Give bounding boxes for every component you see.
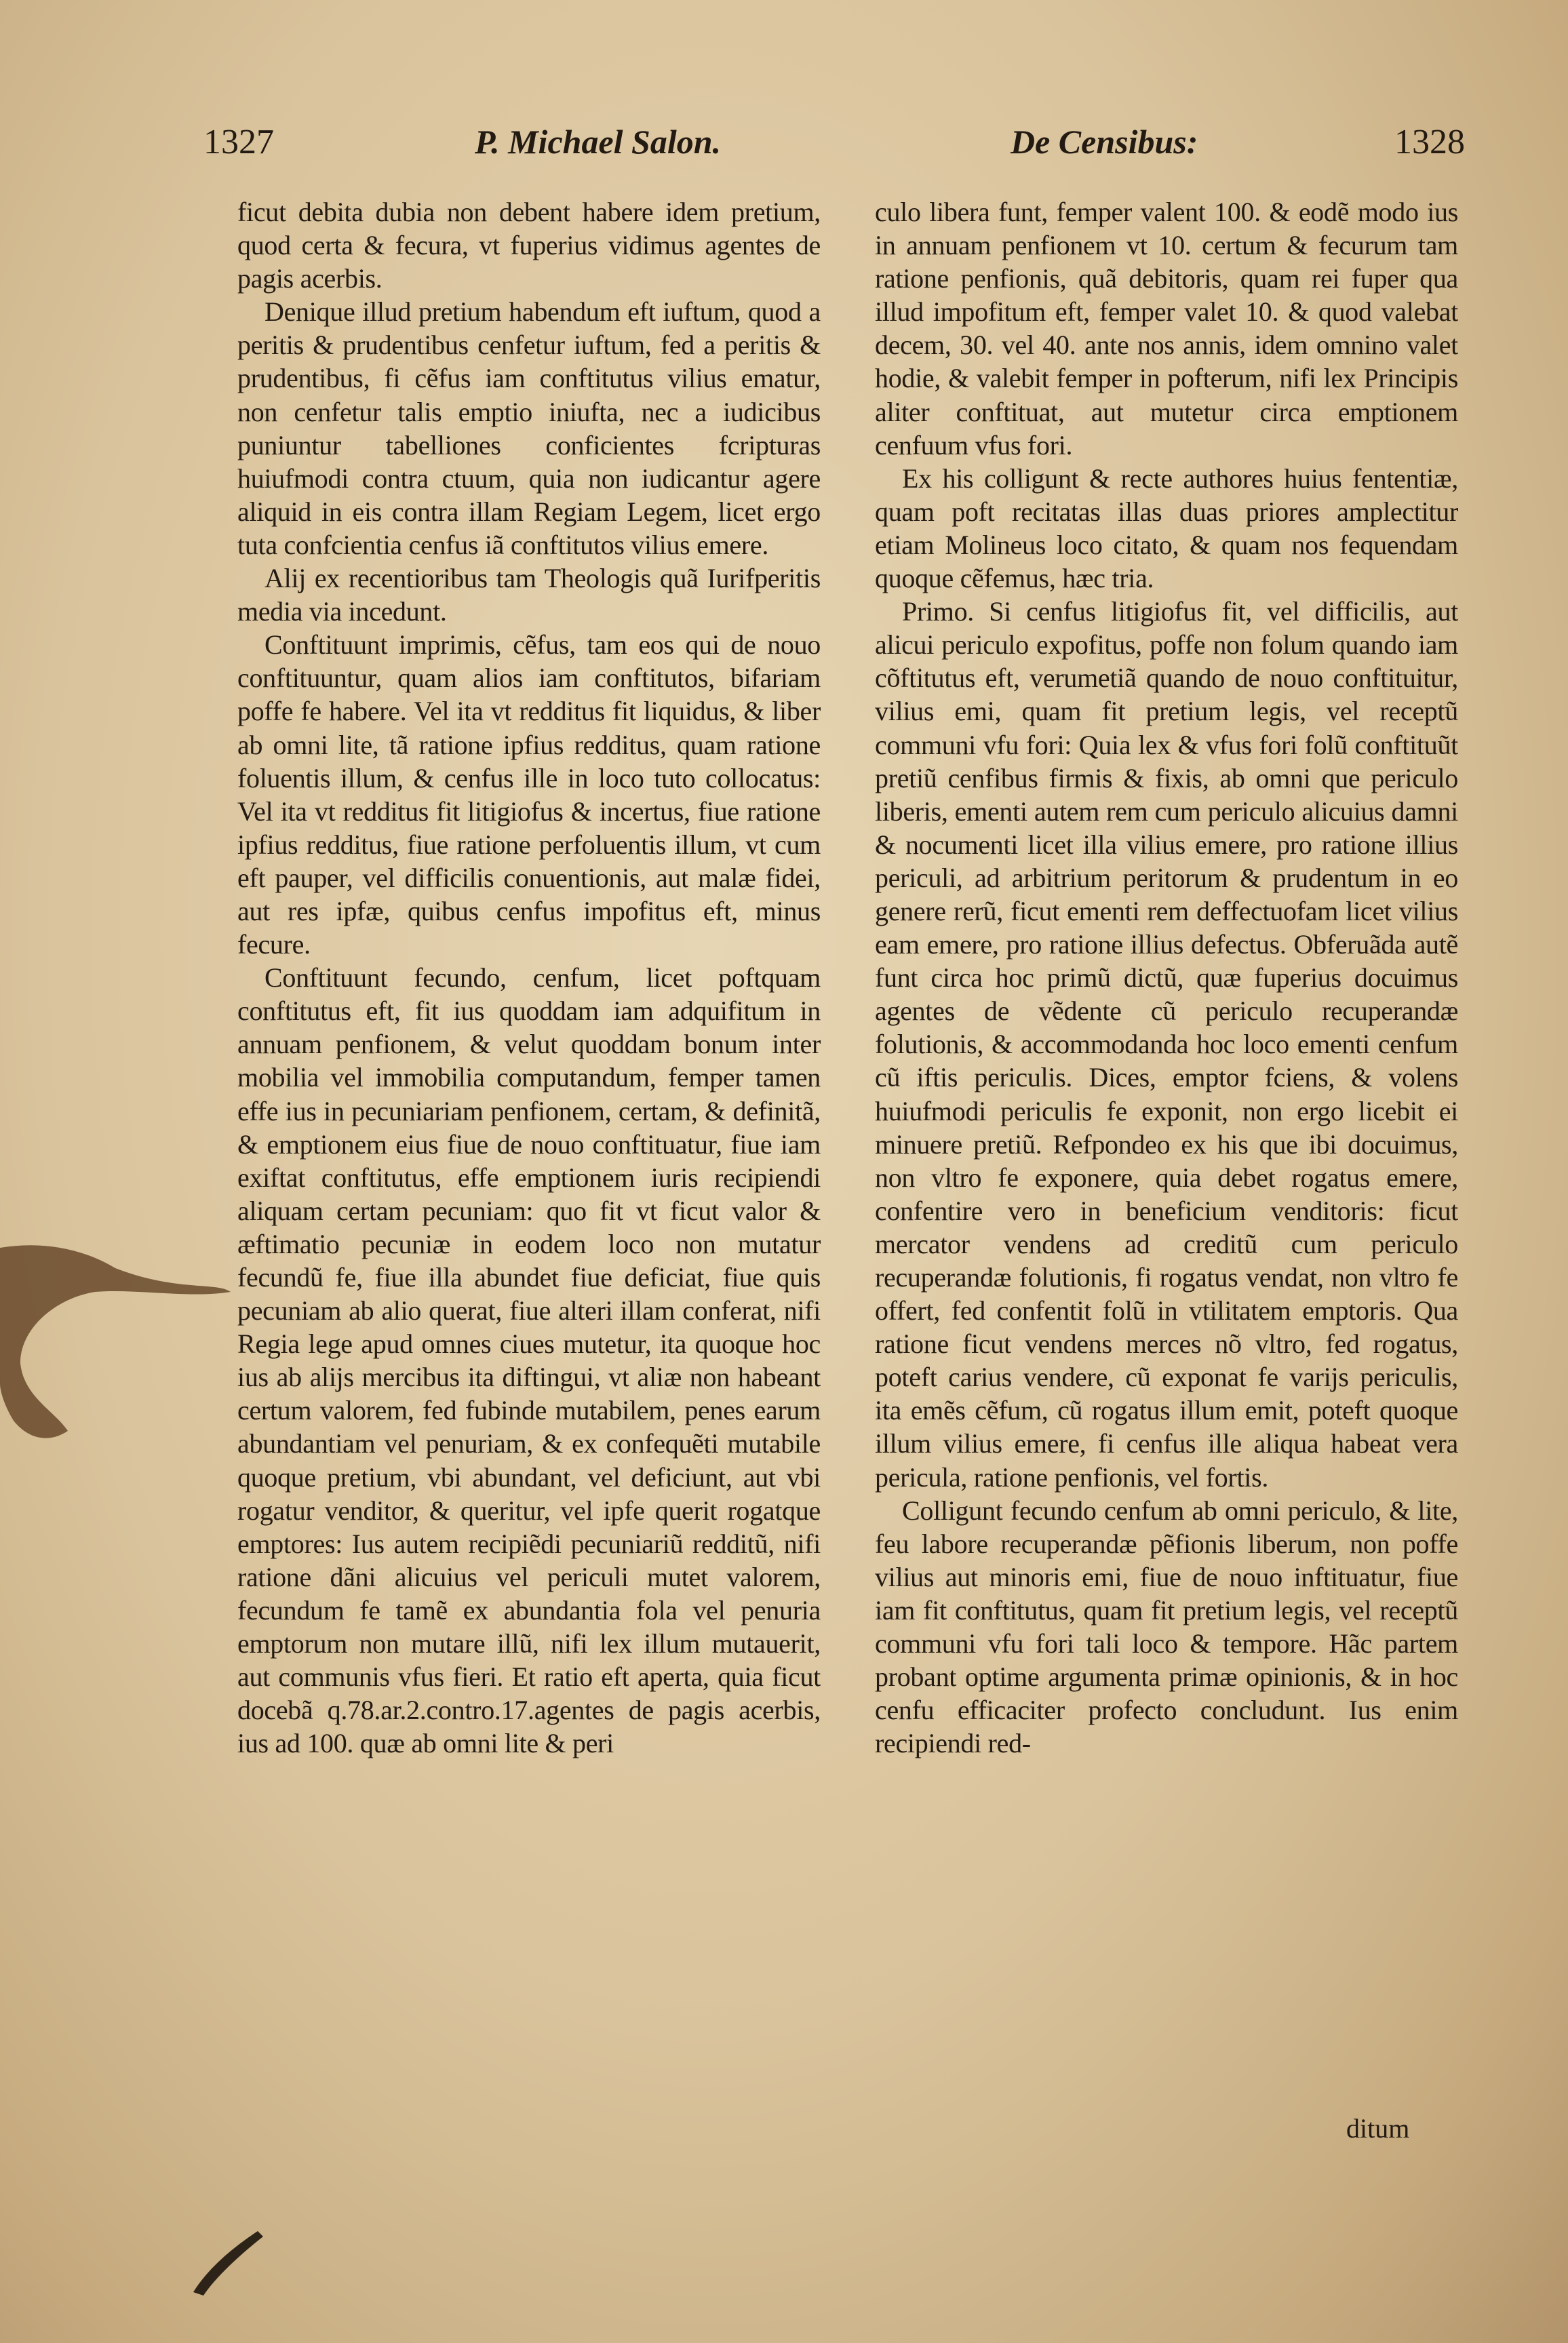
running-title-left: P. Michael Salon. bbox=[475, 123, 722, 161]
running-title-right: De Censibus: bbox=[1011, 123, 1198, 161]
paragraph: Alij ex recentioribus tam Theologis quã Iurifperitis media via incedunt. bbox=[237, 563, 821, 627]
paragraph: Conftituunt imprimis, cẽfus, tam eos qui de nouo conftituuntur, quam alios iam conftitutos, bifariam poffe fe habere. Vel ita vt redditus fit liquidus, & liber ab omni lite, tã ratione ipfius redditus, quam ratione foluentis illum, & cenfus ille in loco tuto collocatus: Vel ita vt redditus fit litigiofus & incertus, fiue ratione ipfius redditus, fiue ratione perfoluentis illum, vt cum eft pauper, vel difficilis conuentionis, aut malæ fidei, aut res ipfæ, quibus cenfus impofitus eft, minus fecure. bbox=[237, 629, 821, 960]
page-number-left: 1327 bbox=[203, 123, 274, 161]
paragraph: Conftituunt fecundo, cenfum, licet poftquam conftitutus eft, fit ius quoddam iam adquifitum in annuam penfionem, & velut quoddam bonum inter mobilia vel immobilia computandum, femper tamen effe ius in pecuniariam penfionem, certam, & definitã, & emptionem eius fiue de nouo conftituatur, fiue iam exiftat conftitutus, effe emptionem iuris recipiendi aliquam certam pecuniam: quo fit vt ficut valor & æftimatio pecuniæ in eodem loco non mutatur fecundũ fe, fiue illa abundet fiue deficiat, fiue quis pecuniam ab alio querat, fiue alteri illam conferat, nifi Regia lege apud omnes ciues mutetur, ita quoque hoc ius ab alijs mercibus ita diftingui, vt aliæ non habeant certum valorem, fed fubinde mutabilem, penes earum abundantiam vel penuriam, & ex confequẽti mutabile quoque pretium, vbi abundant, vel deficiunt, aut vbi rogatur venditor, & queritur, vel ipfe querit rogatque emptores: Ius autem recipiẽdi pecuniariũ redditũ, nifi ratione dãni alicuius vel periculi mutet valorem, fecundum fe tamẽ ex abundantia fola vel penuria emptorum non mutare illũ, nifi lex illum mutauerit, aut communis vfus fieri. Et ratio eft aperta, quia ficut docebã q.78.ar.2.contro.17.agentes de pagis acerbis, ius ad 100. quæ ab omni lite & peri bbox=[237, 962, 821, 1759]
paragraph: Denique illud pretium habendum eft iuftum, quod a peritis & prudentibus cenfetur iuftum, fed a peritis & prudentibus, fi cẽfus iam conftitutus vilius ematur, non cenfetur talis emptio iniufta, nec a iudicibus puniuntur tabelliones conficientes fcripturas huiufmodi contra ctuum, quia non iudicantur agere aliquid in eis contra illam Regiam Legem, licet ergo tuta confcientia cenfus iã conftitutos vilius emere. bbox=[237, 296, 821, 560]
page-number-right: 1328 bbox=[1394, 123, 1465, 161]
catchword: ditum bbox=[1346, 2113, 1410, 2144]
paragraph: Ex his colligunt & recte authores huius fententiæ, quam poft recitatas illas duas priores amplectitur etiam Molineus loco citato, & quam nos fequendam quoque cẽfemus, hæc tria. bbox=[875, 462, 1458, 594]
text-column-right bbox=[875, 195, 1458, 1760]
ink-stain-mark bbox=[0, 1245, 231, 1438]
text-column-left bbox=[237, 195, 821, 1760]
running-head bbox=[203, 122, 1465, 176]
pen-stroke-mark bbox=[193, 2231, 263, 2296]
paragraph: Colligunt fecundo cenfum ab omni periculo, & lite, feu labore recuperandæ pẽfionis liberum, non poffe vilius aut minoris emi, fiue de nouo inftituatur, fiue iam fit conftitutus, quam fit pretium legis, vel receptũ communi vfu fori tali loco & tempore. Hãc partem probant optime argumenta primæ opinionis, & in hoc cenfu efficaciter profecto concludunt. Ius enim recipiendi red- bbox=[875, 1495, 1458, 1759]
paragraph: ficut debita dubia non debent habere idem pretium, quod certa & fecura, vt fuperius vidimus agentes de pagis acerbis. bbox=[237, 197, 821, 294]
paragraph: Primo. Si cenfus litigiofus fit, vel difficilis, aut alicui periculo expofitus, poffe non folum quando iam cõftitutus eft, verumetiã quando de nouo conftituitur, vilius emi, quam fit pretium legis, vel receptũ communi vfu fori: Quia lex & vfus fori folũ conftituũt pretiũ cenfibus firmis & fixis, ab omni que periculo liberis, ementi autem rem cum periculo alicuius damni & nocumenti licet illa vilius emere, pro ratione illius periculi, ad arbitrium peritorum & prudentum in eo genere rerũ, ficut ementi rem deffectuofam licet vilius eam emere, pro ratione illius defectus. Obferuãda autẽ funt circa hoc primũ dictũ, quæ fuperius docuimus agentes de vẽdente cũ periculo recuperandæ folutionis, & accommodanda hoc loco ementi cenfum cũ iftis periculis. Dices, emptor fciens, & volens huiufmodi periculis fe exponit, non ergo licebit ei minuere pretiũ. Refpondeo ex his que ibi docuimus, non vltro fe exponere, quia debet rogatus emere, confentire vero in beneficium venditoris: ficut mercator vendens ad creditũ cum periculo recuperandæ folutionis, fi rogatus vendat, non vltro fe offert, fed confentit folũ in vtilitatem emptoris. Qua ratione ficut vendens merces nõ vltro, fed rogatus, poteft carius vendere, cũ exponat fe varijs periculis, ita emẽs cẽfum, cũ rogatus illum emit, poteft quoque illum vilius emere, fi cenfus ille aliqua habeat vera pericula, ratione penfionis, vel fortis. bbox=[875, 596, 1458, 1493]
paragraph: culo libera funt, femper valent 100. & eodẽ modo ius in annuam penfionem vt 10. certum & fecurum tam ratione penfionis, quã debitoris, quam rei fuper qua illud impofitum eft, femper valet 10. & quod valebat decem, 30. vel 40. ante nos annis, idem omnino valet hodie, & valebit femper in pofterum, nifi lex Principis aliter conftituat, aut mutetur circa emptionem cenfuum vfus fori. bbox=[875, 197, 1458, 460]
